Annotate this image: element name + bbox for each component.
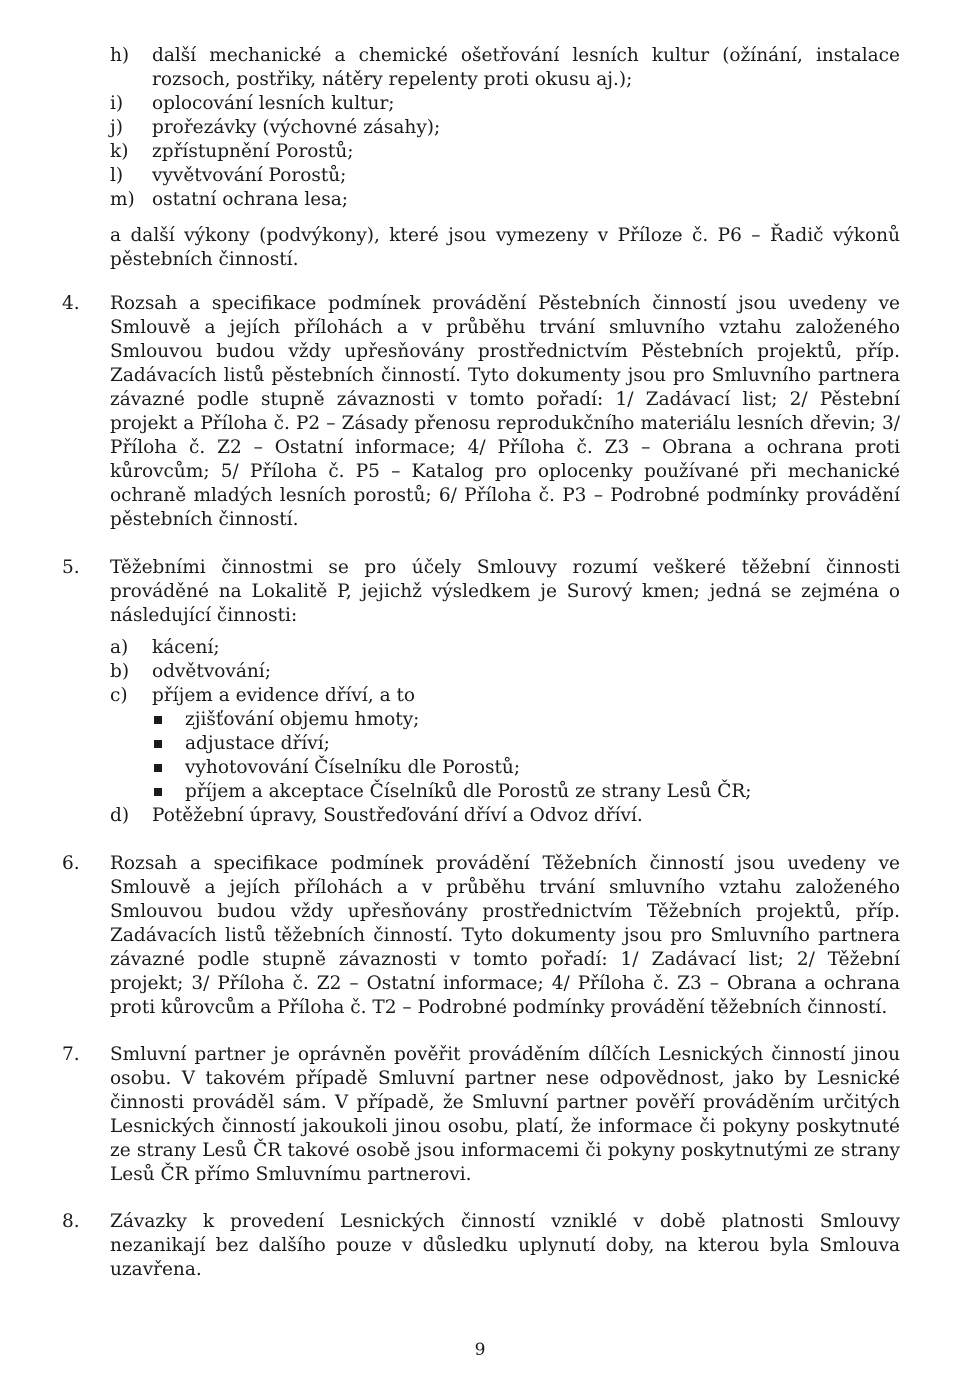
section-5: [62, 556, 900, 628]
bullet-text: vyhotovování Číselníku dle Porostů;: [185, 757, 521, 778]
section-8: [62, 1210, 900, 1282]
list-text: Potěžební úpravy, Soustřeďování dříví a Odvoz dříví.: [152, 805, 643, 826]
list-text: vyvětvování Porostů;: [152, 165, 347, 186]
bullet-text: zjišťování objemu hmoty;: [185, 709, 420, 730]
list-item-k: [110, 140, 900, 164]
section-6: [62, 852, 900, 1020]
list-text: oplocování lesních kultur;: [152, 93, 395, 114]
section-number: 4.: [62, 293, 80, 314]
section-number: 7.: [62, 1044, 80, 1065]
list-label: h): [110, 45, 130, 66]
square-bullet-icon: [154, 764, 162, 772]
list-label: i): [110, 93, 124, 114]
square-bullet-icon: [154, 788, 162, 796]
list-text: kácení;: [152, 637, 220, 658]
list-text: příjem a evidence dříví, a to: [152, 685, 416, 706]
square-bullet-icon: [154, 716, 162, 724]
section-text: Rozsah a specifikace podmínek provádění Těžebních činností jsou uvedeny ve Smlouvě a jejích přílohách a v průběhu trvání smluvního vztahu založeného Smlouvou budou vždy upřesňovány prostřednictvím Těžebních projektů, příp. Zadávacích listů těžebních činností. Tyto dokumenty jsou pro Smluvního partnera závazné podle stupně závaznosti v tomto pořadí: 1/ Zadávací list; 2/ Těžební projekt; 3/ Příloha č. Z2 – Ostatní informace; 4/ Příloha č. Z3 – Obrana a ochrana proti kůrovcům a Příloha č. T2 – Podrobné podmínky provádění těžebních činností.: [110, 853, 900, 1018]
square-bullet-icon: [154, 740, 162, 748]
section-number: 5.: [62, 557, 80, 578]
list-item-m: [110, 188, 900, 212]
bullet-item: [152, 732, 900, 756]
list-item-d: [110, 804, 900, 828]
list-label: a): [110, 637, 129, 658]
bullet-text: příjem a akceptace Číselníků dle Porostů ze strany Lesů ČR;: [185, 781, 752, 802]
section-number: 6.: [62, 853, 80, 874]
list-item-c: [110, 684, 900, 708]
list-label: l): [110, 165, 124, 186]
section-text: Závazky k provedení Lesnických činností vzniklé v době platnosti Smlouvy nezanikají bez dalšího pouze v důsledku uplynutí doby, na kterou byla Smlouva uzavřena.: [110, 1211, 900, 1280]
bullet-item: [152, 756, 900, 780]
list-text: ostatní ochrana lesa;: [152, 189, 348, 210]
list-label: b): [110, 661, 130, 682]
section-text: Těžebními činnostmi se pro účely Smlouvy rozumí veškeré těžební činnosti prováděné na Lokalitě P, jejichž výsledkem je Surový kmen; jedná se zejména o následující činnosti:: [110, 557, 900, 626]
section-number: 8.: [62, 1211, 80, 1232]
list-label: j): [110, 117, 123, 138]
list-text: prořezávky (výchovné zásahy);: [152, 117, 441, 138]
list-label: c): [110, 685, 128, 706]
list-text: zpřístupnění Porostů;: [152, 141, 354, 162]
list-text: odvětvování;: [152, 661, 271, 682]
list-label: d): [110, 805, 130, 826]
list-label: k): [110, 141, 129, 162]
additional-paragraph: a další výkony (podvýkony), které jsou vymezeny v Příloze č. P6 – Řadič výkonů pěstebních činností.: [110, 225, 900, 270]
bullet-item: [152, 708, 900, 732]
list-item-j: [110, 116, 900, 140]
bullet-item: [152, 780, 900, 804]
list-item-a: [110, 636, 900, 660]
list-item-i: [110, 92, 900, 116]
section-7: [62, 1043, 900, 1187]
list-item-h: [110, 44, 900, 92]
bullet-text: adjustace dříví;: [185, 733, 330, 754]
section-text: Smluvní partner je oprávněn pověřit prováděním dílčích Lesnických činností jinou osobu. V takovém případě Smluvní partner nese odpovědnost, jako by Lesnické činnosti prováděl sám. V případě, že Smluvní partner pověří prováděním určitých Lesnických činností jakoukoli jinou osobu, platí, že informace či pokyny poskytnuté ze strany Lesů ČR takové osobě jsou informacemi či pokyny poskytnutými ze strany Lesů ČR přímo Smluvnímu partnerovi.: [110, 1044, 900, 1185]
section-text: Rozsah a specifikace podmínek provádění Pěstebních činností jsou uvedeny ve Smlouvě a jejích přílohách a v průběhu trvání smluvního vztahu založeného Smlouvou budou vždy upřesňovány prostřednictvím Pěstebních projektů, příp. Zadávacích listů pěstebních činností. Tyto dokumenty jsou pro Smluvního partnera závazné podle stupně závaznosti v tomto pořadí: 1/ Zadávací list; 2/ Pěstební projekt a Příloha č. P2 – Zásady přenosu reprodukčního materiálu lesních dřevin; 3/ Příloha č. Z2 – Ostatní informace; 4/ Příloha č. Z3 – Obrana a ochrana proti kůrovcům; 5/ Příloha č. P5 – Katalog pro oplocenky používané při mechanické ochraně mladých lesních porostů; 6/ Příloha č. P3 – Podrobné podmínky provádění pěstebních činností.: [110, 293, 900, 530]
list-label: m): [110, 189, 135, 210]
section-4: [62, 292, 900, 532]
list-item-b: [110, 660, 900, 684]
list-item-l: [110, 164, 900, 188]
list-text: další mechanické a chemické ošetřování lesních kultur (ožínání, instalace rozsoch, postřiky, nátěry repelenty proti okusu aj.);: [152, 45, 900, 90]
page-number: 9: [474, 1340, 486, 1360]
